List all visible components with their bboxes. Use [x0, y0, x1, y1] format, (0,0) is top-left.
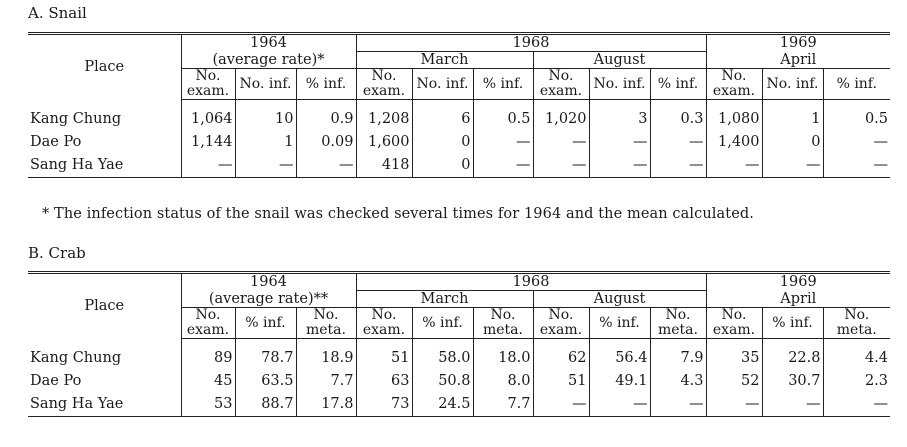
section-a-title: A. Snail	[28, 4, 87, 22]
value-cell: 35	[706, 339, 762, 371]
section-b-title: B. Crab	[28, 244, 86, 262]
value-cell: 1,064	[181, 100, 235, 132]
value-cell: 49.1	[589, 370, 650, 393]
august-header: August	[533, 291, 706, 308]
value-cell: 6	[412, 100, 473, 132]
average-rate-header: (average rate)*	[181, 52, 356, 69]
value-cell: —	[533, 131, 589, 154]
year-1969-header: 1969	[779, 274, 817, 291]
value-cell: —	[473, 131, 533, 154]
col-no-exam: No. exam.	[533, 308, 589, 339]
value-cell: 1	[235, 131, 296, 154]
value-cell: 418	[356, 154, 412, 178]
col-no-exam: No. exam.	[706, 308, 762, 339]
year-1964-header: 1964	[181, 273, 356, 291]
place-name-cell: Dae Po	[28, 370, 181, 393]
value-cell: 78.7	[235, 339, 296, 371]
value-cell: 0.9	[296, 100, 356, 132]
place-name-cell: Dae Po	[28, 131, 181, 154]
value-cell: —	[762, 154, 823, 178]
value-cell: —	[650, 131, 706, 154]
value-cell: 7.9	[650, 339, 706, 371]
col-no-exam: No. exam.	[181, 308, 235, 339]
col-pct-inf: % inf.	[589, 308, 650, 339]
value-cell: 2.3	[864, 373, 889, 389]
col-no-exam: No. exam.	[706, 69, 762, 100]
place-name-cell: Kang Chung	[28, 100, 181, 132]
year-1969-header: 1969	[779, 35, 817, 52]
value-cell: 1,400	[706, 131, 762, 154]
value-cell: 0.3	[650, 100, 706, 132]
value-cell: 30.7	[762, 370, 823, 393]
col-no-inf: No. inf.	[762, 69, 823, 100]
col-no-inf: No. inf.	[589, 69, 650, 100]
march-header: March	[356, 291, 533, 308]
value-cell: —	[873, 134, 889, 150]
value-cell: 7.7	[296, 370, 356, 393]
value-cell: 1	[762, 100, 823, 132]
value-cell: 51	[533, 370, 589, 393]
col-no-inf: No. inf.	[235, 69, 296, 100]
value-cell: 63.5	[235, 370, 296, 393]
value-cell: 8.0	[473, 370, 533, 393]
col-no-inf: No. inf.	[412, 69, 473, 100]
value-cell: 58.0	[412, 339, 473, 371]
value-cell: —	[706, 154, 762, 178]
april-header: April	[780, 290, 817, 307]
table-row	[28, 154, 890, 178]
place-header: Place	[28, 273, 181, 339]
col-pct-inf: % inf.	[650, 69, 706, 100]
place-name-cell: Sang Ha Yae	[28, 393, 181, 417]
value-cell: 7.7	[473, 393, 533, 417]
col-no-meta: No. meta.	[296, 308, 356, 339]
year-1964-header: 1964	[181, 34, 356, 52]
value-cell: —	[589, 131, 650, 154]
col-no-meta: No. meta.	[650, 308, 706, 339]
value-cell: 0	[762, 131, 823, 154]
col-no-meta: No. meta.	[823, 308, 890, 339]
value-cell: —	[533, 154, 589, 178]
col-no-exam: No. exam.	[533, 69, 589, 100]
value-cell: 0	[412, 154, 473, 178]
value-cell: 24.5	[412, 393, 473, 417]
value-cell: —	[533, 393, 589, 417]
value-cell: 0.5	[473, 100, 533, 132]
value-cell: 1,020	[533, 100, 589, 132]
value-cell: 18.9	[296, 339, 356, 371]
value-cell: —	[589, 154, 650, 178]
august-header: August	[533, 52, 706, 69]
value-cell: —	[873, 396, 889, 412]
snail-table	[28, 32, 890, 178]
value-cell: —	[235, 154, 296, 178]
place-header: Place	[28, 34, 181, 100]
value-cell: 4.3	[650, 370, 706, 393]
value-cell: 89	[181, 339, 235, 371]
value-cell: 0	[412, 131, 473, 154]
value-cell: —	[706, 393, 762, 417]
col-no-meta: No. meta.	[473, 308, 533, 339]
value-cell: 4.4	[864, 350, 889, 366]
col-pct-inf: % inf.	[412, 308, 473, 339]
col-pct-inf: % inf.	[235, 308, 296, 339]
value-cell: 53	[181, 393, 235, 417]
year-1968-header: 1968	[356, 34, 706, 52]
col-pct-inf: % inf.	[296, 69, 356, 100]
col-no-exam: No. exam.	[356, 69, 412, 100]
table-row	[28, 370, 890, 393]
value-cell: 51	[356, 339, 412, 371]
value-cell: —	[873, 157, 889, 173]
value-cell: 50.8	[412, 370, 473, 393]
value-cell: —	[762, 393, 823, 417]
table-row	[28, 100, 890, 132]
value-cell: 10	[235, 100, 296, 132]
value-cell: 18.0	[473, 339, 533, 371]
value-cell: 0.5	[864, 111, 889, 127]
april-header: April	[780, 51, 817, 68]
value-cell: 63	[356, 370, 412, 393]
value-cell: 73	[356, 393, 412, 417]
value-cell: 3	[589, 100, 650, 132]
value-cell: —	[181, 154, 235, 178]
value-cell: —	[650, 154, 706, 178]
col-no-exam: No. exam.	[181, 69, 235, 100]
value-cell: 1,144	[181, 131, 235, 154]
table-row	[28, 339, 890, 371]
value-cell: 56.4	[589, 339, 650, 371]
value-cell: 17.8	[296, 393, 356, 417]
value-cell: 88.7	[235, 393, 296, 417]
footnote: * The infection status of the snail was checked several times for 1964 and the mean calculated.	[42, 206, 754, 222]
col-pct-inf: % inf.	[762, 308, 823, 339]
value-cell: 1,080	[706, 100, 762, 132]
year-1968-header: 1968	[356, 273, 706, 291]
average-rate-header: (average rate)**	[181, 291, 356, 308]
col-pct-inf: % inf.	[473, 69, 533, 100]
value-cell: 52	[706, 370, 762, 393]
value-cell: 0.09	[296, 131, 356, 154]
value-cell: 22.8	[762, 339, 823, 371]
value-cell: —	[473, 154, 533, 178]
value-cell: 45	[181, 370, 235, 393]
col-pct-inf: % inf.	[823, 69, 890, 100]
table-row	[28, 393, 890, 417]
value-cell: —	[589, 393, 650, 417]
table-row	[28, 131, 890, 154]
value-cell: —	[296, 154, 356, 178]
crab-table	[28, 271, 890, 417]
value-cell: —	[650, 393, 706, 417]
march-header: March	[356, 52, 533, 69]
place-name-cell: Sang Ha Yae	[28, 154, 181, 178]
place-name-cell: Kang Chung	[28, 339, 181, 371]
value-cell: 1,208	[356, 100, 412, 132]
value-cell: 62	[533, 339, 589, 371]
col-no-exam: No. exam.	[356, 308, 412, 339]
value-cell: 1,600	[356, 131, 412, 154]
